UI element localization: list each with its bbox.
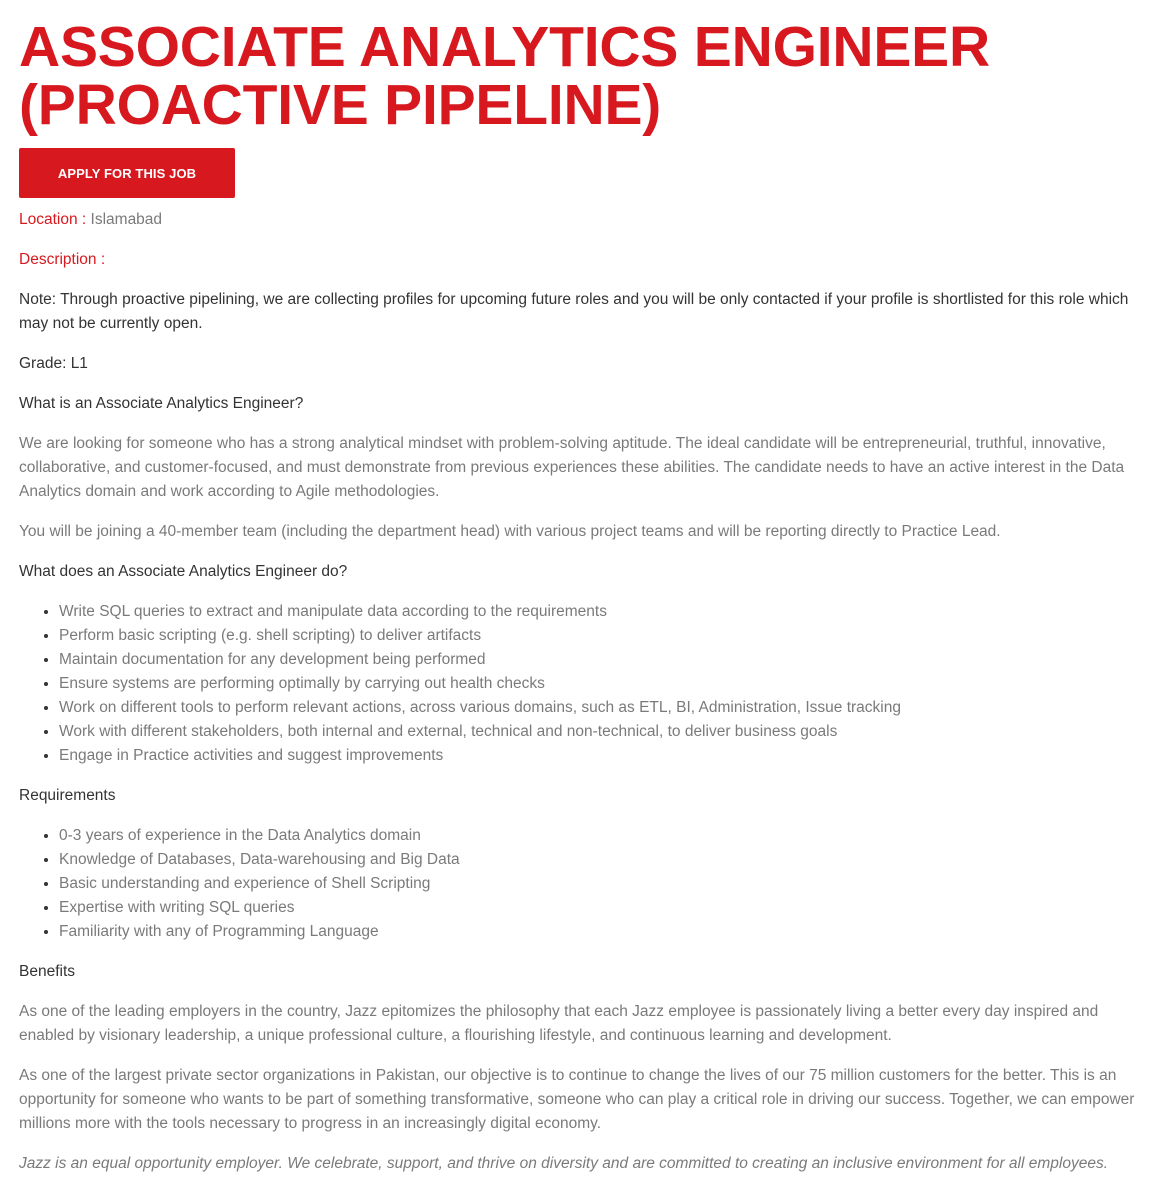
apply-for-job-button[interactable]: APPLY FOR THIS JOB bbox=[19, 148, 235, 198]
benefits-paragraph-1: As one of the leading employers in the country, Jazz epitomizes the philosophy that each Jazz employee is passionately living a better every day inspired and enabled by visionary leadership, a unique professional culture, a flourishing lifestyle, and continuous learning and development. bbox=[19, 1003, 1099, 1044]
requirements-list bbox=[19, 824, 1139, 944]
description-label: Description : bbox=[19, 251, 106, 268]
list-item: • Maintain documentation for any development being performed bbox=[59, 648, 1139, 672]
what-is-paragraph-1: We are looking for someone who has a strong analytical mindset with problem-solving aptitude. The ideal candidate will be entrepreneurial, truthful, innovative, collaborative, and customer-focused, and must demonstrate from previous experiences these abilities. The candidate needs to have an active interest in the Data Analytics domain and work according to Agile methodologies. bbox=[19, 435, 1125, 500]
list-item: • Familiarity with any of Programming Language bbox=[59, 920, 1139, 944]
list-item: • Perform basic scripting (e.g. shell scripting) to deliver artifacts bbox=[59, 624, 1139, 648]
grade-text: Grade: L1 bbox=[19, 355, 88, 372]
list-item: • Basic understanding and experience of Shell Scripting bbox=[59, 872, 1139, 896]
benefits-heading: Benefits bbox=[19, 963, 76, 980]
note-paragraph: Note: Through proactive pipelining, we are collecting profiles for upcoming future roles and you will be only contacted if your profile is shortlisted for this role which may not be currently open. bbox=[19, 291, 1129, 332]
what-does-heading: What does an Associate Analytics Engineer do? bbox=[19, 563, 348, 580]
job-title-line-1: ASSOCIATE ANALYTICS ENGINEER bbox=[19, 15, 990, 79]
requirements-heading: Requirements bbox=[19, 787, 116, 804]
list-item: • Work with different stakeholders, both internal and external, technical and non-technical, to deliver business goals bbox=[59, 720, 1139, 744]
location-row bbox=[19, 208, 1139, 232]
location-label: Location : bbox=[19, 211, 87, 228]
duties-list bbox=[19, 600, 1139, 768]
location-value: Islamabad bbox=[90, 211, 163, 228]
list-item: • Engage in Practice activities and suggest improvements bbox=[59, 744, 1139, 768]
benefits-paragraph-2: As one of the largest private sector organizations in Pakistan, our objective is to continue to change the lives of our 75 million customers for the better. This is an opportunity for someone who wants to be part of something transformative, someone who can play a critical role in driving our success. Together, we can empower millions more with the tools necessary to progress in an increasingly digital economy. bbox=[19, 1067, 1135, 1132]
list-item: • 0-3 years of experience in the Data Analytics domain bbox=[59, 824, 1139, 848]
description-body bbox=[19, 288, 1139, 1176]
list-item: • Knowledge of Databases, Data-warehousing and Big Data bbox=[59, 848, 1139, 872]
equal-opportunity-statement: Jazz is an equal opportunity employer. We celebrate, support, and thrive on diversity and are committed to creating an inclusive environment for all employees. bbox=[19, 1155, 1109, 1172]
job-title bbox=[19, 15, 1139, 137]
list-item: • Expertise with writing SQL queries bbox=[59, 896, 1139, 920]
what-is-paragraph-2: You will be joining a 40-member team (including the department head) with various project teams and will be reporting directly to Practice Lead. bbox=[19, 523, 1001, 540]
what-is-heading: What is an Associate Analytics Engineer? bbox=[19, 395, 304, 412]
list-item: • Ensure systems are performing optimally by carrying out health checks bbox=[59, 672, 1139, 696]
list-item: • Write SQL queries to extract and manipulate data according to the requirements bbox=[59, 600, 1139, 624]
description-row bbox=[19, 248, 1139, 272]
list-item: • Work on different tools to perform relevant actions, across various domains, such as ETL, BI, Administration, Issue tracking bbox=[59, 696, 1139, 720]
job-title-line-2: (PROACTIVE PIPELINE) bbox=[19, 73, 662, 137]
